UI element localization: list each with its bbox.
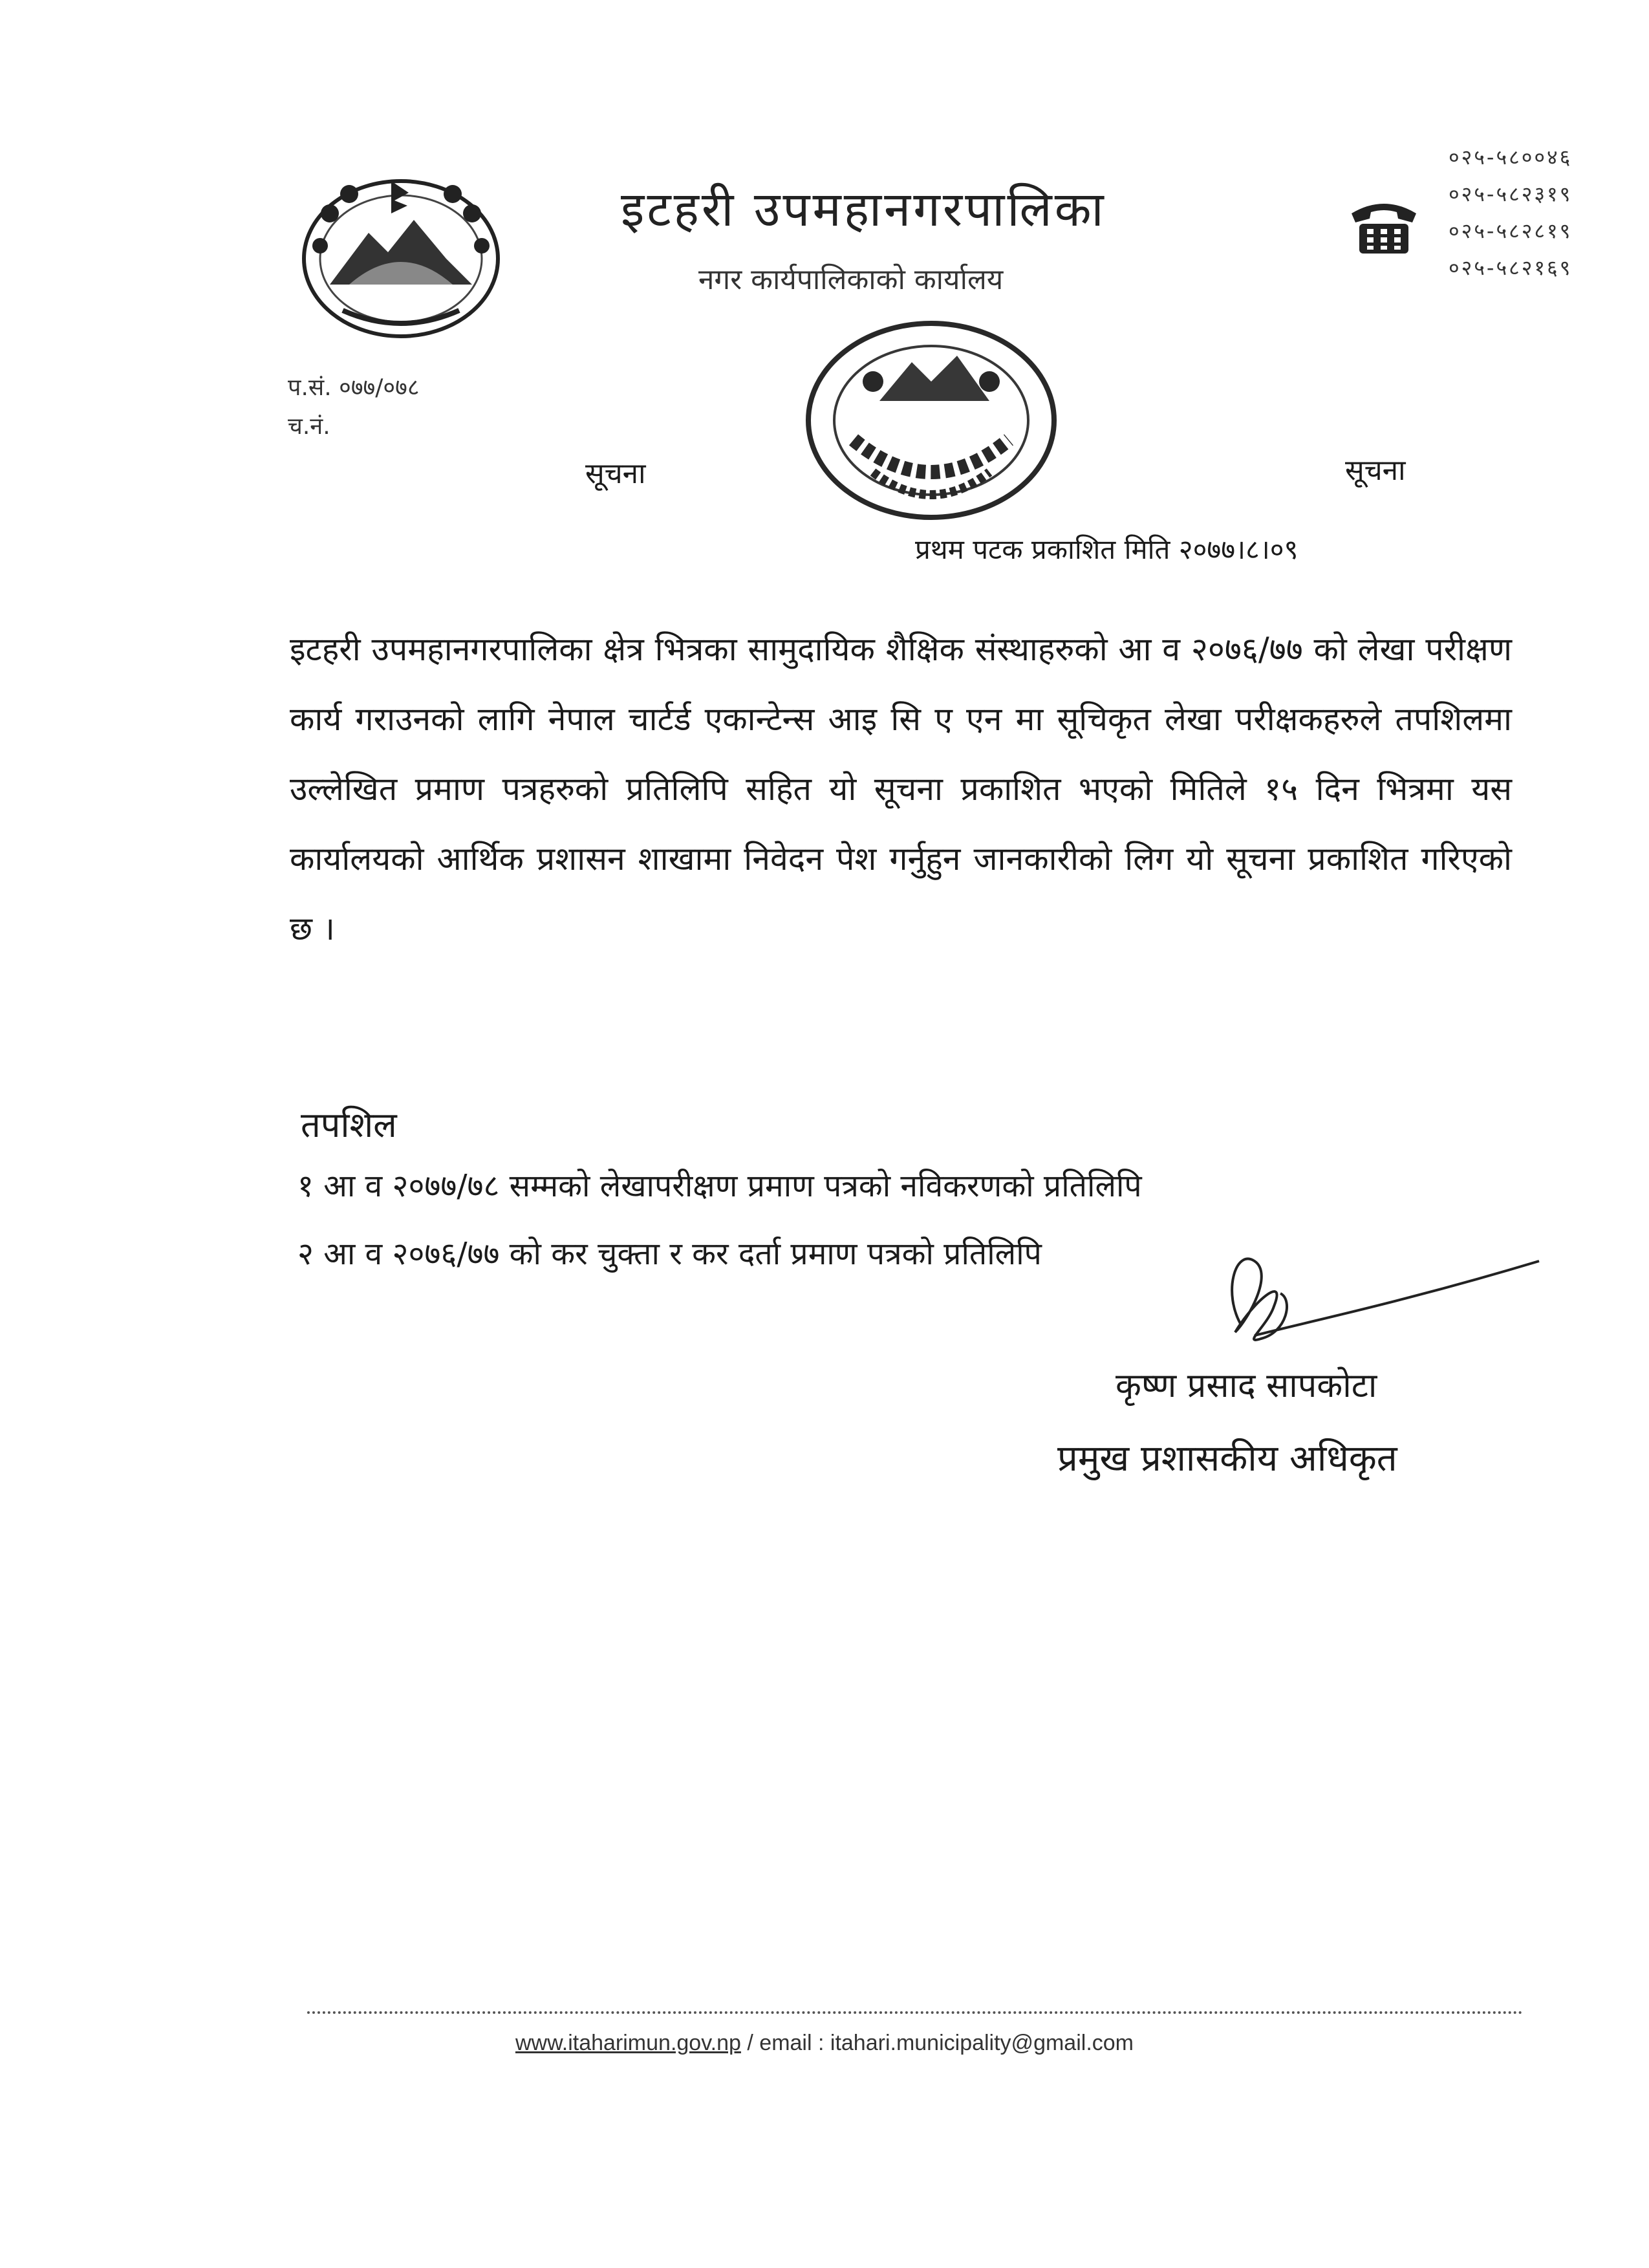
office-subtitle: नगर कार्यपालिकाको कार्यालय [698,263,1004,296]
signature-mark [1216,1222,1552,1377]
schedule-item: २ आ व २०७६/७७ को कर चुक्ता र कर दर्ता प्रमाण पत्रको प्रतिलिपि [297,1236,1042,1272]
schedule-item: १ आ व २०७७/७८ सम्मको लेखापरीक्षण प्रमाण पत्रको नविकरणको प्रतिलिपि [297,1168,1142,1204]
signatory-name: कृष्ण प्रसाद सापकोटा [1116,1366,1377,1405]
schedule-heading: तपशिल [301,1105,397,1145]
footer-separator: / email : [740,2031,830,2055]
phone-number: ०२५-५८२८१९ [1449,219,1573,243]
notice-body: इटहरी उपमहानगरपालिका क्षेत्र भित्रका सामुदायिक शैक्षिक संस्थाहरुको आ व २०७६/७७ को लेखा परीक्षण कार्य गराउनको लागि नेपाल चार्टर्ड एकान्टेन्स आइ सि ए एन मा सूचिकृत लेखा परीक्षकहरुले तपशिलमा उल्लेखित प्रमाण पत्रहरुको प्रतिलिपि सहित यो सूचना प्रकाशित भएको मितिले १५ दिन भित्रमा यस कार्यालयको आर्थिक प्रशासन शाखामा निवेदन पेश गर्नुहुन जानकारीको लिग यो सूचना प्रकाशित गरिएको छ । [290,631,1512,947]
signatory-title: प्रमुख प्रशासकीय अधिकृत [1057,1438,1397,1480]
telephone-icon [1345,194,1423,259]
reference-block [288,369,420,446]
office-title: इटहरी उपमहानगरपालिका [621,182,1106,237]
footer-contact [0,2031,1649,2056]
reference-number: प.सं. ०७७/०७८ [288,374,420,401]
office-seal-icon [795,310,1067,530]
phone-number: ०२५-५८२३१९ [1449,182,1573,206]
notice-label-right: सूचना [1345,454,1406,487]
footer-divider [307,2011,1523,2014]
notice-label-left: सूचना [585,457,646,490]
email-address[interactable]: itahari.municipality@gmail.com [830,2031,1134,2055]
phone-number: ०२५-५८२१६९ [1449,255,1573,280]
website-link[interactable]: www.itaharimun.gov.np [515,2031,741,2055]
nepal-emblem-icon [285,162,517,356]
published-date: प्रथम पटक प्रकाशित मिति २०७७।८।०९ [915,534,1299,565]
phone-numbers [1449,139,1572,286]
dispatch-number: च.नं. [288,413,330,440]
phone-number: ०२५-५८००४६ [1449,145,1573,169]
